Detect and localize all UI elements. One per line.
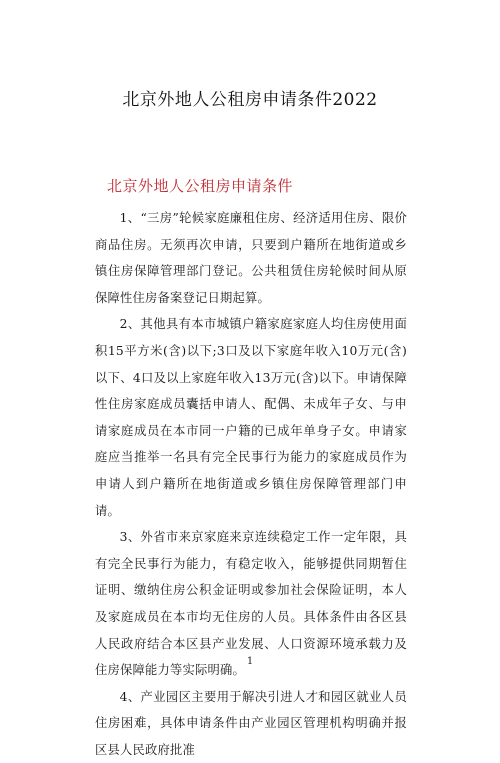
document-body — [95, 205, 407, 763]
section-title: 北京外地人公租房申请条件 — [107, 177, 294, 195]
paragraph-4: 4、产业园区主要用于解决引进人才和园区就业人员住房困难，具体申请条件由产业园区管理机构明确并报区县人民政府批准 — [95, 689, 407, 757]
paragraph-2: 2、其他具有本市城镇户籍家庭家庭人均住房使用面积15平方米(含)以下;3口及以下家庭年收入10万元(含)以下、4口及以上家庭年收入13万元(含)以下。申请保障性住房家庭成员囊括申请人、配偶、未成年子女、与申请家庭成员在本市同一户籍的已成年单身子女。申请家庭应当推举一名具有完全民事行为能力的家庭成员作为申请人到户籍所在地街道或乡镇住房保障管理部门申请。 — [95, 317, 407, 518]
page-number: 1 — [246, 656, 254, 667]
document-title: 北京外地人公租房申请条件2022 — [122, 90, 378, 110]
paragraph-3: 3、外省市来京家庭来京连续稳定工作一定年限，具有完全民事行为能力，有稳定收入，能够提供同期暂住证明、缴纳住房公积金证明或参加社会保险证明，本人及家庭成员在本市均无住房的人员。具体条件由各区县人民政府结合本区县产业发展、人口资源环境承载力及住房保障能力等实际明确。 — [95, 530, 407, 678]
paragraph-1: 1、“三房”轮候家庭廉租住房、经济适用住房、限价商品住房。无须再次申请，只要到户籍所在地街道或乡镇住房保障管理部门登记。公共租赁住房轮候时间从原保障性住房备案登记日期起算。 — [95, 211, 407, 305]
